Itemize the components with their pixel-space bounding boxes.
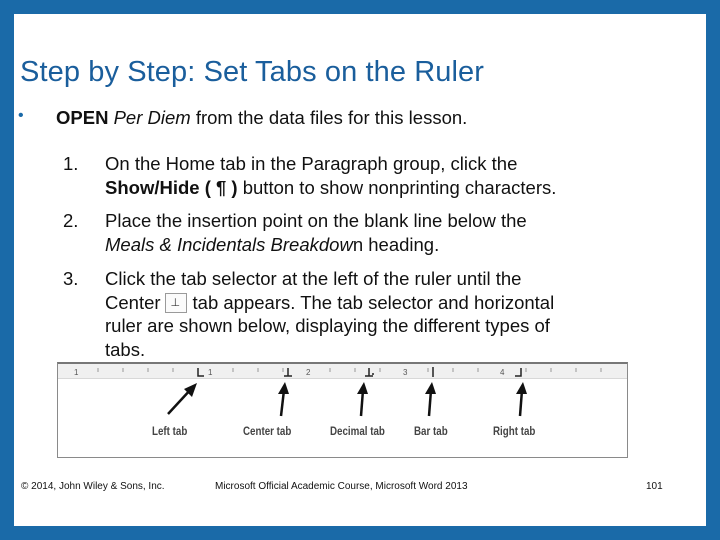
- step-text: [105, 152, 665, 199]
- center-tab-icon: ⊥: [165, 293, 187, 313]
- open-keyword: OPEN: [56, 107, 109, 128]
- bullet-rest: from the data files for this lesson.: [195, 107, 468, 128]
- step-line: tabs.: [105, 338, 146, 360]
- bullet-text: [56, 107, 467, 129]
- step-number: 3.: [63, 268, 79, 289]
- step-line: n heading.: [352, 233, 440, 255]
- step-line: Center: [105, 291, 161, 313]
- center-tab-marker: [284, 368, 292, 376]
- step-line: button to show nonprinting characters.: [237, 176, 557, 198]
- arrowhead-icon: [425, 382, 436, 394]
- arrowhead-icon: [278, 382, 289, 394]
- ruler-number: 2: [306, 368, 311, 377]
- label-decimal-tab: Decimal tab: [330, 426, 385, 438]
- step-text: [105, 209, 665, 256]
- arrowhead-icon: [516, 382, 527, 394]
- step-line: Click the tab selector at the left of the ruler until the: [105, 268, 522, 289]
- slide-title: Step by Step: Set Tabs on the Ruler: [20, 56, 485, 88]
- step-line: Place the insertion point on the blank line below the: [105, 210, 527, 231]
- file-name: Per Diem: [113, 107, 191, 128]
- ruler-number: 1: [208, 368, 213, 377]
- label-bar-tab: Bar tab: [414, 426, 448, 438]
- step-number: 1.: [63, 153, 79, 174]
- step-number: 2.: [63, 210, 79, 231]
- show-hide-button-name: Show/Hide ( ¶ ): [105, 176, 238, 198]
- label-right-tab: Right tab: [493, 426, 536, 438]
- footer-page-number: 101: [646, 481, 663, 492]
- left-tab-marker: [198, 368, 204, 376]
- ruler-number: 1: [74, 368, 79, 377]
- footer-course: Microsoft Official Academic Course, Microsoft Word 2013: [215, 481, 468, 492]
- ruler-number: 4: [500, 368, 505, 377]
- label-center-tab: Center tab: [243, 426, 292, 438]
- right-tab-marker: [515, 368, 521, 376]
- label-left-tab: Left tab: [152, 426, 188, 438]
- bullet-marker: •: [18, 107, 24, 124]
- ruler-diagram: [58, 364, 627, 456]
- footer-copyright: © 2014, John Wiley & Sons, Inc.: [21, 481, 165, 492]
- step-text: [105, 267, 665, 361]
- step-line: tab appears. The tab selector and horizontal: [192, 291, 555, 313]
- arrowhead-icon: [357, 382, 368, 394]
- decimal-tab-marker: [365, 368, 373, 376]
- ruler-number: 3: [403, 368, 408, 377]
- step-line: ruler are shown below, displaying the different types of: [105, 315, 550, 336]
- ruler-screenshot: [57, 362, 628, 458]
- heading-name: Meals & Incidentals Breakdow: [105, 233, 353, 255]
- step-line: On the Home tab in the Paragraph group, click the: [105, 153, 518, 174]
